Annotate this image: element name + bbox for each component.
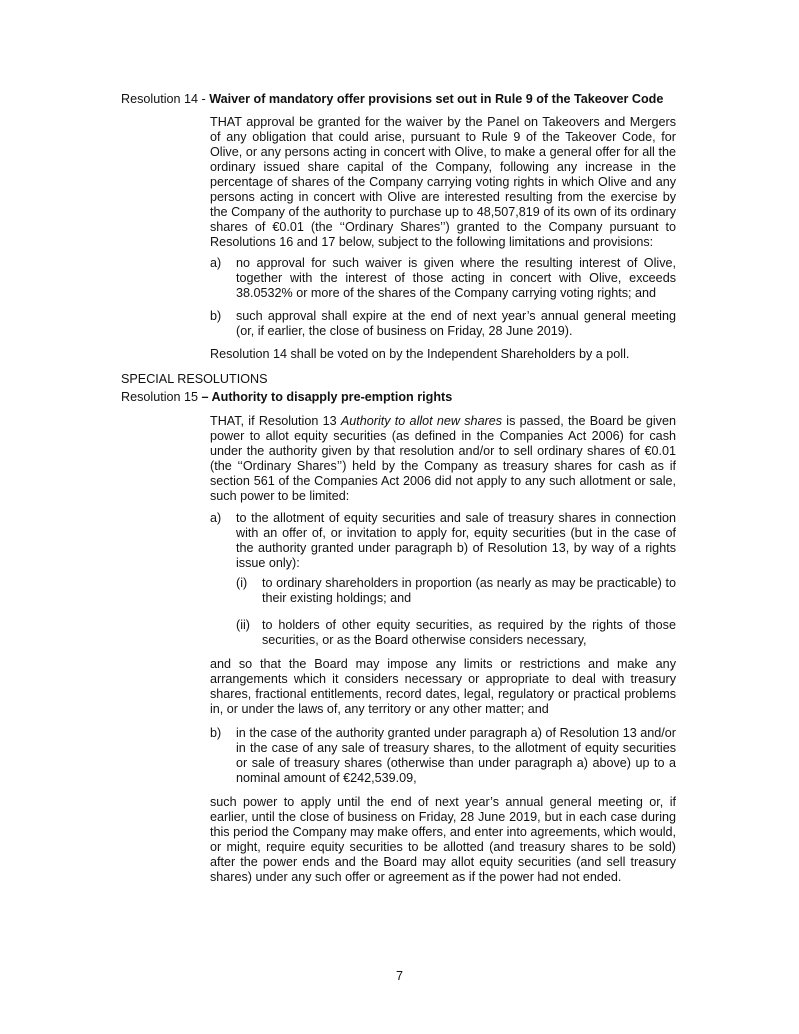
resolution-15-heading [121,390,452,405]
resolution-15-item-a [210,511,676,571]
resolution-15-item-b [210,726,676,786]
item-marker: a) [210,256,222,270]
sub-item-text: to holders of other equity securities, as required by the rights of those securities, or as the Board otherwise considers necessary, [262,618,676,647]
resolution-14-vote-note: Resolution 14 shall be voted on by the Independent Shareholders by a poll. [210,347,630,361]
special-resolutions-heading: SPECIAL RESOLUTIONS [121,372,268,386]
body-text-end: is passed, the Board be given power to allot equity securities (as defined in the Companies Act 2006) for cash under the authority given by that resolution and/or to sell ordinary shares of €0.01 (the ‘‘Ordinary Shares’’) held by the Company as treasury shares for cash as if section 561 of the Companies Act 2006 did not apply to any such allotment or sale, such power to be limited: [210,414,676,503]
item-text: such approval shall expire at the end of next year’s annual general meeting (or, if earlier, the close of business on Friday, 28 June 2019). [236,309,676,338]
resolution-14-label: Resolution 14 - [121,92,210,106]
resolution-15-label: Resolution 15 [121,390,202,404]
sub-item-marker: (i) [236,576,248,590]
item-marker: b) [210,726,222,740]
item-text: in the case of the authority granted under paragraph a) of Resolution 13 and/or in the case of any sale of treasury shares, to the allotment of equity securities or sale of treasury shares (otherwise than under paragraph a) above) up to a nominal amount of €242,539.09, [236,726,676,785]
item-marker: b) [210,309,222,323]
resolution-14-item-a [210,256,676,301]
sub-item-text: to ordinary shareholders in proportion (as nearly as may be practicable) to their existing holdings; and [262,576,676,605]
resolution-15-sub-item-i [236,576,676,606]
resolution-15-paragraph-3: such power to apply until the end of next year’s annual general meeting or, if earlier, until the close of business on Friday, 28 June 2019, but in each case during this period the Company may make offers, and enter into agreements, which would, or might, require equity securities to be allotted (and treasury shares to be sold) after the power ends and the Board may allot equity securities (and sell treasury shares) under any such offer or agreement as if the power had not ended. [210,795,676,884]
body-text-italic: Authority to allot new shares [340,414,503,428]
resolution-15-body [210,414,676,504]
page-number: 7 [395,969,403,983]
sub-item-marker: (ii) [236,618,250,632]
item-text: no approval for such waiver is given where the resulting interest of Olive, together with the interest of those acting in concert with Olive, exceeds 38.0532% or more of the shares of the Company carrying voting rights; and [236,256,676,300]
resolution-14-body: THAT approval be granted for the waiver by the Panel on Takeovers and Mergers of any obligation that could arise, pursuant to Rule 9 of the Takeover Code, for Olive, or any persons acting in concert with Olive, to make a general offer for all the ordinary issued share capital of the Company, following any increase in the percentage of shares of the Company carrying voting rights in which Olive and any persons acting in concert with Olive are interested resulting from the exercise by the Company of the authority to purchase up to 48,507,819 of its own of its ordinary shares of €0.01 (the ‘‘Ordinary Shares’’) granted to the Company pursuant to Resolutions 16 and 17 below, subject to the following limitations and provisions: [210,115,676,249]
resolution-14-heading [121,92,663,107]
body-text-start: THAT, if Resolution 13 [210,414,341,428]
item-text: to the allotment of equity securities and sale of treasury shares in connection with an offer of, or invitation to apply for, equity securities (but in the case of the authority granted under paragraph b) of Resolution 13, by way of a rights issue only): [236,511,676,570]
resolution-15-paragraph-2: and so that the Board may impose any limits or restrictions and make any arrangements which it considers necessary or appropriate to deal with treasury shares, fractional entitlements, record dates, legal, regulatory or practical problems in, or under the laws of, any territory or any other matter; and [210,657,676,716]
resolution-15-title: – Authority to disapply pre-emption rights [201,390,453,404]
item-marker: a) [210,511,222,525]
resolution-14-item-b [210,309,676,339]
resolution-14-title: Waiver of mandatory offer provisions set out in Rule 9 of the Takeover Code [209,92,664,106]
resolution-15-sub-item-ii [236,618,676,648]
